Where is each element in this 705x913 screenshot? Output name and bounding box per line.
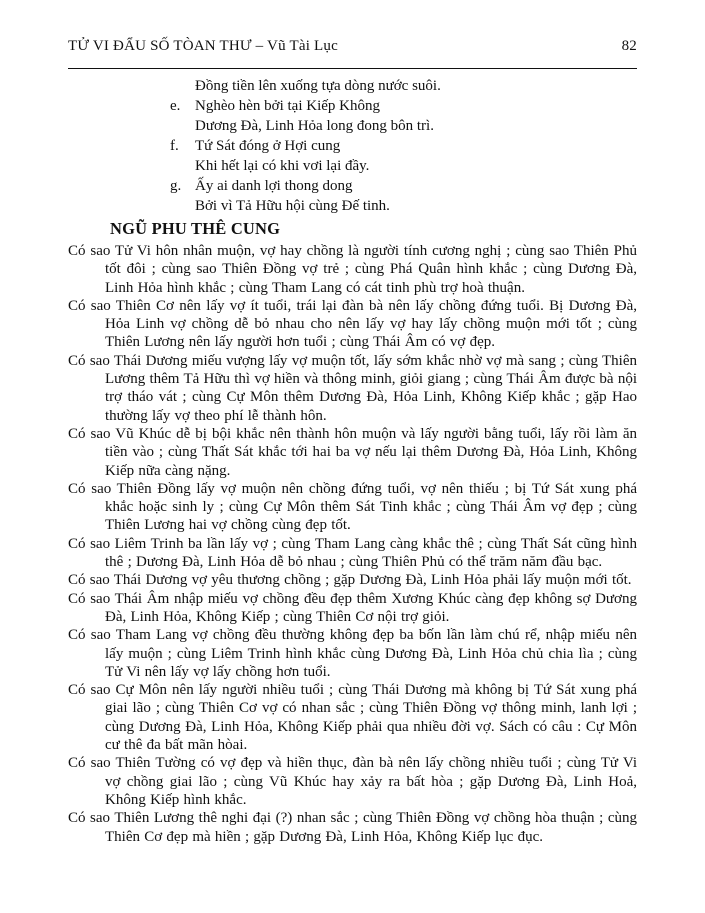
verse-line: Bởi vì Tả Hữu hội cùng Đế tinh. [195,198,390,214]
page-number: 82 [621,38,637,54]
body-paragraph: Có sao Thái Âm nhập miếu vợ chồng đều đẹp thêm Xương Khúc càng đẹp không sợ Dương Đà, Linh Hỏa, Không Kiếp ; cùng Thiên Cơ nội trợ giỏi. [68,590,637,625]
verse-item [68,176,637,216]
body-paragraph: Có sao Vũ Khúc dễ bị bội khắc nên thành hôn muộn và lấy người bằng tuổi, lấy rồi làm ăn tiền vào ; cùng Thất Sát khắc tới hai ba vợ nếu lại thêm Dương Đà, Hỏa Linh, Không Kiếp nữa càng nặng. [68,425,637,479]
header-rule [68,68,637,69]
body-paragraph: Có sao Thái Dương vợ yêu thương chồng ; gặp Dương Đà, Linh Hỏa phải lấy muộn mới tốt. [68,572,632,589]
body-paragraph: Có sao Cự Môn nên lấy người nhiều tuổi ; cùng Thái Dương mà không bị Tứ Sát xung phá giai lão ; cùng Thiên Cơ vợ có nhan sắc ; cùng Thiên Đồng vợ thông minh, lanh lợi ; cùng Dương Đà, Linh Hỏa, Không Kiếp phải qua nhiều đời vợ. Sách có câu : Cự Môn cư thê đa bất mãn hòai. [68,682,637,754]
book-title: TỬ VI ĐẨU SỐ TÒAN THƯ – Vũ Tài Lục [68,38,338,54]
verse-intro-line: Đồng tiền lên xuống tựa dòng nước suôi. [195,78,441,94]
verse-item-marker: f. [170,138,179,154]
verse-item-lines [195,176,637,216]
verse-item-marker: g. [170,178,182,194]
section-heading: NGŨ PHU THÊ CUNG [110,219,281,238]
body-paragraph: Có sao Thái Dương miếu vượng lấy vợ muộn tốt, lấy sớm khắc nhờ vợ mà sang ; cùng Thiên Lương thêm Tả Hữu thì vợ hiền và thông minh, giỏi giang ; cùng Thái Âm được bà nội trợ tháo vát ; cùng Cự Môn thêm Dương Đà, Hỏa Linh, Không Kiếp khắc ; gặp Hao thường lấy vợ theo phí lễ thành hôn. [68,352,637,424]
verse-section [68,76,637,216]
body-paragraph: Có sao Liêm Trinh ba lần lấy vợ ; cùng Tham Lang càng khắc thê ; cùng Thất Sát cũng hình thê ; Dương Đà, Linh Hỏa dễ bỏ nhau ; cùng Thiên Phủ có thể trăm năm đầu bạc. [68,535,637,571]
verse-item [68,136,637,176]
body-paragraph: Có sao Tham Lang vợ chồng đều thường không đẹp ba bốn lần làm chú rể, nhập miếu nên lấy muộn ; cùng Liêm Trinh hình khắc cùng Dương Đà, Linh Hỏa chủ chia lìa ; cùng Tử Vi nên lấy vợ lấy chồng hơn tuổi. [68,627,637,680]
verse-item-marker: e. [170,98,181,114]
verse-line: Ấy ai danh lợi thong dong [195,178,353,194]
body-paragraph: Có sao Thiên Đồng lấy vợ muộn nên chồng đứng tuổi, vợ nên thiếu ; bị Tứ Sát xung phá khắc hoặc sinh ly ; cùng Cự Môn thêm Sát Tinh khắc ; cùng Thái Âm vợ đẹp ; cùng Thiên Lương hai vợ chồng cùng đẹp tốt. [68,480,637,534]
verse-line: Tứ Sát đóng ở Hợi cung [195,138,341,154]
verse-item-lines [195,136,637,176]
verse-line: Dương Đà, Linh Hỏa long đong bôn trì. [195,118,434,134]
verse-item-lines [195,96,637,136]
body-paragraph: Có sao Tử Vi hôn nhân muộn, vợ hay chồng là người tính cương nghị ; cùng sao Thiên Phủ tốt đôi ; cùng sao Thiên Đồng vợ trẻ ; cùng Phá Quân hình khắc ; cùng Dương Đà, Linh Hỏa hình khắc ; cùng Tham Lang có cát tinh phù trợ hoà thuận. [68,243,637,296]
verse-line: Nghèo hèn bởi tại Kiếp Không [195,98,380,114]
verse-line: Khi hết lại có khi vơi lại đầy. [195,158,370,174]
body-paragraph: Có sao Thiên Tường có vợ đẹp và hiền thục, đàn bà nên lấy chồng nhiều tuổi ; cùng Tử Vi vợ chồng giai lão ; cùng Vũ Khúc hay xảy ra bất hòa ; gặp Dương Đà, Linh Hoả, Không Kiếp hình khắc. [68,755,637,808]
body-paragraph: Có sao Thiên Lương thê nghi đại (?) nhan sắc ; cùng Thiên Đồng vợ chồng hòa thuận ; cùng Thiên Cơ đẹp mà hiền ; gặp Dương Đà, Linh Hỏa, Không Kiếp lục đục. [68,810,637,845]
verse-item [68,96,637,136]
page-header [68,38,637,55]
section-body [68,242,637,846]
body-paragraph: Có sao Thiên Cơ nên lấy vợ ít tuổi, trái lại đàn bà nên lấy chồng đứng tuổi. Bị Dương Đà, Hỏa Linh vợ chồng dễ bỏ nhau cho nên lấy vợ hay lấy chồng muộn mới tốt ; cùng Thiên Lương nên lấy người hơn tuổi ; cùng Thái Âm có vợ đẹp. [68,297,637,351]
